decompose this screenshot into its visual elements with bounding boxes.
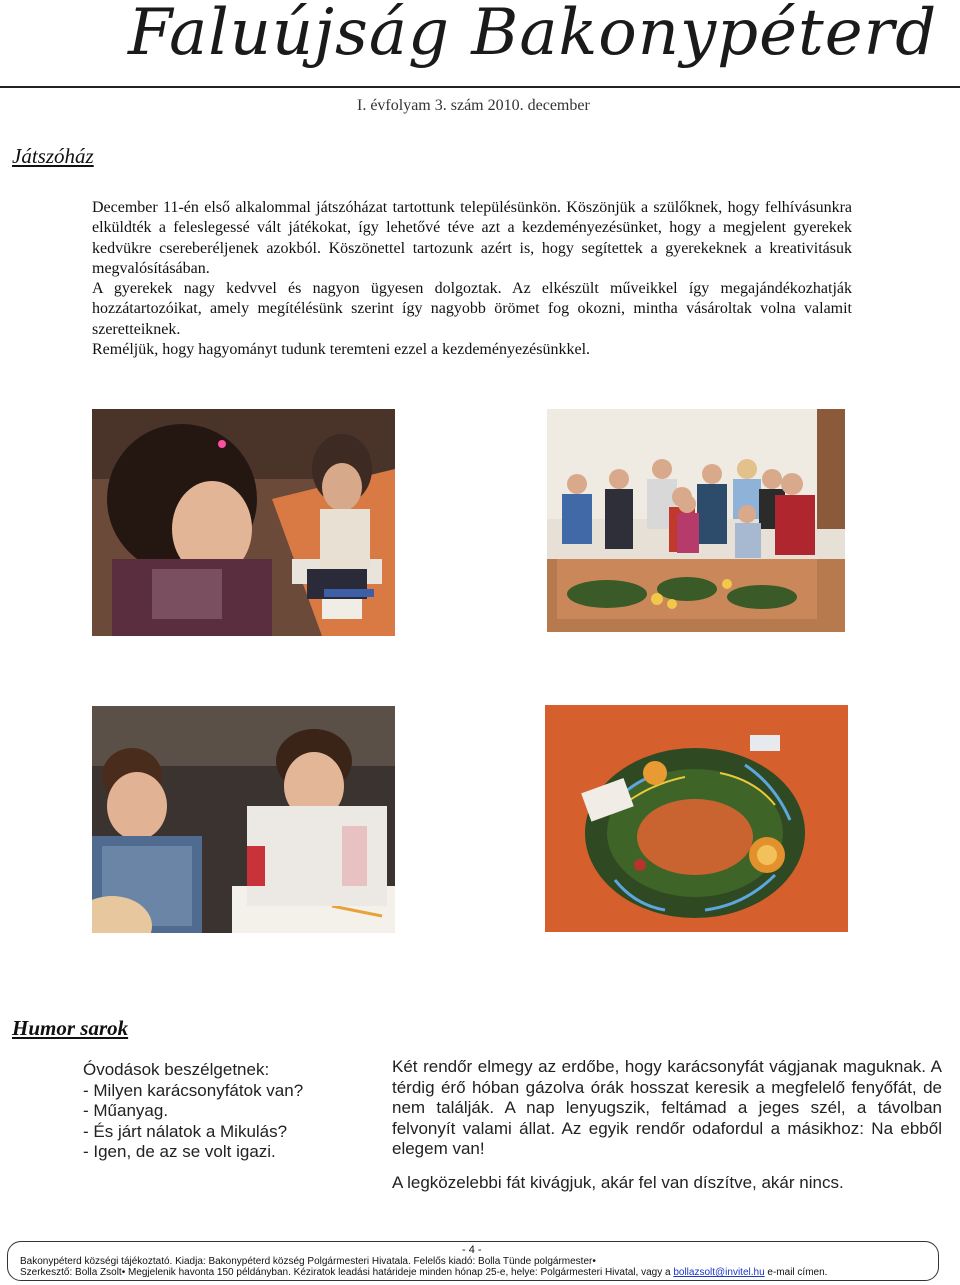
photo-boys-drawing: [92, 706, 395, 933]
dialogue-line: - És járt nálatok a Mikulás?: [83, 1121, 288, 1141]
dialogue-line: - Igen, de az se volt igazi.: [83, 1142, 276, 1162]
humor-dialogue: [83, 1060, 303, 1163]
issue-line: I. évfolyam 3. szám 2010. december: [357, 97, 590, 114]
dialogue-line: Óvodások beszélgetnek:: [83, 1060, 270, 1079]
dialogue-line: - Műanyag.: [83, 1101, 169, 1121]
joke-text: Két rendőr elmegy az erdőbe, hogy karácsonyfát vágjanak maguknak. A térdig érő hóban gázolva órák hosszat keresik a megfelelő fenyőfát, de nem találják. A nap lenyugszik, feltámad a jeges szél, a távolban felvonyít valami állat. Az egyik rendőr odafordul a másikhoz: Na ebből elegem van!: [392, 1057, 942, 1159]
masthead: [0, 0, 960, 90]
footer-line-1: Bakonypéterd községi tájékoztató. Kiadja: Bakonypéterd község Polgármesteri Hivatala. Felelős kiadó: Bolla Tünde polgármester•: [20, 1256, 596, 1267]
article-paragraph: Reméljük, hogy hagyományt tudunk teremteni ezzel a kezdeményezésünkkel.: [92, 341, 591, 359]
section-heading-jatszohaz: Játszóház: [12, 144, 94, 168]
newspaper-title: Faluújság Bakonypéterd: [128, 0, 938, 70]
dialogue-line: - Milyen karácsonyfátok van?: [83, 1080, 304, 1100]
photo-advent-wreath: [545, 705, 848, 932]
footer-line-2: [20, 1267, 827, 1278]
section-heading-humor: Humor sarok: [12, 1016, 129, 1040]
photo-girl-crafting: [92, 409, 395, 636]
article-paragraph: December 11-én első alkalommal játszóházat tartottunk településünkön. Köszönjük a szülőknek, hogy felhívásunkra elküldték a feleslegessé vált játékokat, így lehetővé téve azt a kezdeményezésünket, hogy a megjelent gyerekek kedvükre csereberéljenek azokból. Köszönettel tartozunk azért is, hogy segítettek a gyerekeknek a kreativitásuk megvalósításában.: [92, 199, 852, 277]
article-jatszohaz: [92, 198, 852, 360]
photo-group-children: [547, 409, 845, 632]
page-number: - 4 -: [462, 1244, 482, 1256]
footer-text-after: e-mail címen.: [764, 1267, 828, 1278]
header-rule: [0, 86, 960, 88]
article-paragraph: A gyerekek nagy kedvvel és nagyon ügyesen dolgoztak. Az elkészült műveikkel így megajándékozhatják hozzátartozóikat, amely megítélésünk szerint így nagyobb örömet fog okozni, mintha vásároltak volna valamit szeretteiknek.: [92, 280, 852, 338]
joke-punchline: A legközelebbi fát kivágjuk, akár fel van díszítve, akár nincs.: [392, 1172, 844, 1192]
humor-joke: [392, 1057, 942, 1194]
email-link[interactable]: bollazsolt@invitel.hu: [673, 1267, 765, 1278]
footer-text-before: Szerkesztő: Bolla Zsolt• Megjelenik havonta 150 példányban. Kéziratok leadási határideje minden hónap 25-e, helye: Polgármesteri Hivatal, vagy a: [20, 1267, 674, 1278]
